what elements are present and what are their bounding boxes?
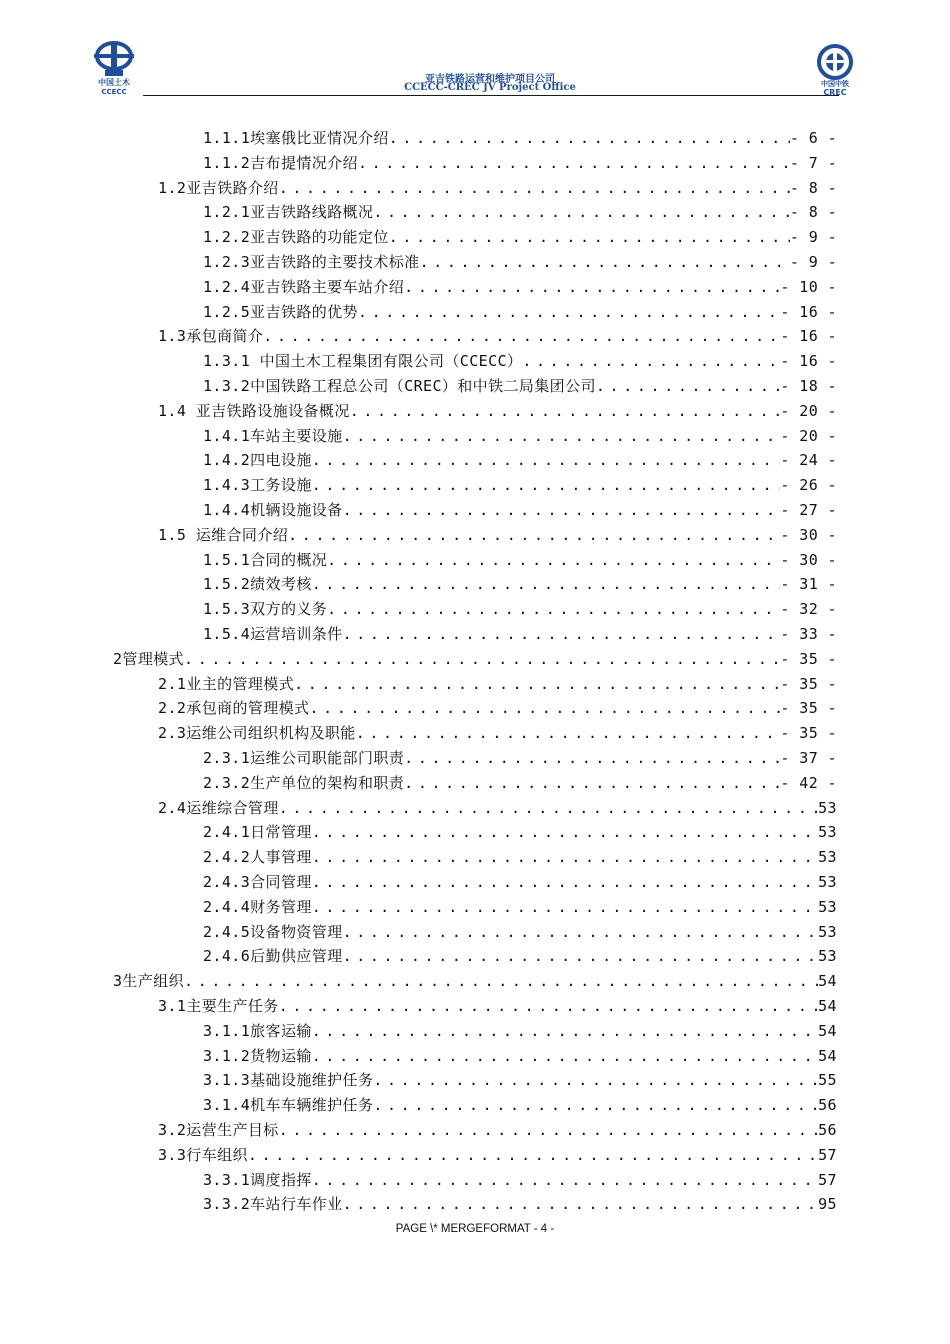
- toc-entry-title: 1.4.1车站主要设施: [203, 426, 343, 445]
- toc-dot-leader: [327, 548, 780, 573]
- toc-entry-title: 3.2运营生产目标: [158, 1121, 279, 1139]
- toc-entry-title: 3生产组织: [113, 972, 185, 991]
- toc-page-number: - 27 -: [780, 501, 837, 519]
- toc-page-number: 53: [818, 823, 837, 842]
- toc-page-number: - 8 -: [789, 203, 837, 222]
- svg-text:中国土木: 中国土木: [98, 78, 130, 87]
- toc-entry[interactable]: [203, 225, 837, 250]
- toc-entry[interactable]: [203, 424, 837, 449]
- toc-entry-title: 1.3承包商简介: [158, 327, 264, 346]
- toc-dot-leader: [404, 275, 780, 300]
- toc-dot-leader: [312, 845, 818, 870]
- toc-page-number: 54: [818, 1046, 837, 1065]
- toc-dot-leader: [327, 597, 780, 622]
- toc-entry-title: 2.3运维公司组织机构及职能: [158, 724, 356, 743]
- toc-entry-title: 1.4.3工务设施: [203, 476, 312, 495]
- toc-entry-title: 1.2.4亚吉铁路主要车站介绍: [203, 277, 405, 296]
- page-footer: PAGE \* MERGEFORMAT - 4 -: [395, 1223, 555, 1235]
- toc-page-number: - 16 -: [780, 327, 837, 346]
- toc-dot-leader: [248, 1143, 818, 1168]
- toc-entry[interactable]: [203, 845, 837, 870]
- toc-page-number: - 9 -: [789, 253, 837, 271]
- toc-entry-title: 1.5 运维合同介绍: [158, 525, 289, 544]
- toc-entry[interactable]: [158, 994, 837, 1019]
- toc-page-number: - 42 -: [780, 773, 837, 792]
- toc-page-number: 56: [818, 1096, 837, 1115]
- toc-entry[interactable]: [203, 572, 837, 597]
- toc-page-number: - 18 -: [780, 377, 837, 395]
- toc-dot-leader: [279, 994, 818, 1019]
- svg-text:CREC: CREC: [823, 88, 847, 96]
- toc-page-number: 53: [818, 922, 837, 941]
- toc-page-number: 54: [818, 972, 837, 991]
- toc-entry[interactable]: [203, 820, 837, 845]
- toc-entry-title: 1.4.4机辆设施设备: [203, 501, 343, 519]
- toc-entry-title: 3.1主要生产任务: [158, 997, 279, 1015]
- toc-entry[interactable]: [203, 944, 837, 969]
- toc-entry-title: 2管理模式: [113, 649, 185, 668]
- toc-entry-title: 1.4 亚吉铁路设施设备概况: [158, 401, 350, 420]
- toc-page-number: - 37 -: [780, 749, 837, 767]
- toc-entry-title: 1.5.3双方的义务: [203, 600, 328, 619]
- toc-entry[interactable]: [203, 746, 837, 771]
- toc-entry-title: 2.4.5设备物资管理: [203, 922, 343, 941]
- toc-entry[interactable]: [203, 1192, 837, 1217]
- toc-entry[interactable]: [203, 548, 837, 573]
- toc-dot-leader: [389, 225, 790, 250]
- toc-dot-leader: [184, 969, 818, 994]
- toc-entry-title: 1.3.2中国铁路工程总公司（CREC）和中铁二局集团公司: [203, 377, 596, 395]
- toc-dot-leader: [404, 746, 780, 771]
- toc-page-number: 53: [818, 947, 837, 966]
- toc-entry[interactable]: [158, 399, 837, 424]
- toc-page-number: 53: [818, 873, 837, 891]
- header-divider: [143, 95, 839, 96]
- page-header: [0, 0, 950, 100]
- toc-entry[interactable]: [158, 1143, 837, 1168]
- toc-entry[interactable]: [203, 895, 837, 920]
- toc-entry[interactable]: [158, 696, 837, 721]
- toc-dot-leader: [343, 498, 781, 523]
- toc-dot-leader: [373, 1093, 818, 1118]
- toc-entry-title: 1.2.5亚吉铁路的优势: [203, 302, 358, 321]
- toc-entry-title: 3.1.3基础设施维护任务: [203, 1071, 374, 1090]
- toc-entry-title: 2.4.1日常管理: [203, 823, 312, 842]
- toc-entry-title: 3.3行车组织: [158, 1145, 248, 1164]
- toc-dot-leader: [522, 349, 780, 374]
- toc-entry[interactable]: [203, 1019, 837, 1044]
- toc-entry[interactable]: [158, 672, 837, 697]
- toc-entry-title: 2.4.2人事管理: [203, 848, 312, 867]
- svg-text:中国中铁: 中国中铁: [821, 80, 849, 88]
- toc-dot-leader: [343, 944, 819, 969]
- toc-entry[interactable]: [203, 622, 837, 647]
- toc-page-number: 54: [818, 997, 837, 1015]
- toc-entry-title: 2.1业主的管理模式: [158, 674, 295, 693]
- toc-entry-title: 2.3.2生产单位的架构和职责: [203, 773, 405, 792]
- toc-page-number: - 31 -: [780, 575, 837, 594]
- toc-dot-leader: [279, 176, 790, 201]
- toc-entry[interactable]: [203, 920, 837, 945]
- toc-entry-title: 1.1.1埃塞俄比亚情况介绍: [203, 129, 389, 147]
- toc-page-number: - 35 -: [780, 699, 837, 718]
- toc-entry-title: 1.2亚吉铁路介绍: [158, 178, 279, 197]
- toc-entry[interactable]: [203, 200, 837, 225]
- toc-entry-title: 1.5.4运营培训条件: [203, 625, 343, 643]
- svg-text:CCECC: CCECC: [101, 88, 127, 96]
- toc-entry[interactable]: [203, 1068, 837, 1093]
- toc-entry[interactable]: [203, 597, 837, 622]
- toc-dot-leader: [279, 1118, 818, 1143]
- toc-entry[interactable]: [158, 176, 837, 201]
- toc-page-number: - 20 -: [780, 401, 837, 420]
- toc-page-number: - 35 -: [780, 649, 837, 668]
- toc-page-number: - 32 -: [780, 600, 837, 619]
- toc-dot-leader: [294, 672, 780, 697]
- toc-entry[interactable]: [203, 275, 837, 300]
- toc-entry[interactable]: [203, 1044, 837, 1069]
- toc-dot-leader: [358, 151, 790, 176]
- toc-dot-leader: [279, 796, 818, 821]
- toc-dot-leader: [312, 1019, 818, 1044]
- toc-entry[interactable]: [203, 349, 837, 374]
- toc-entry[interactable]: [158, 721, 837, 746]
- toc-page-number: 56: [818, 1121, 837, 1139]
- toc-page-number: - 16 -: [780, 352, 837, 371]
- toc-entry[interactable]: [203, 151, 837, 176]
- toc-page-number: - 9 -: [789, 228, 837, 247]
- toc-dot-leader: [343, 622, 781, 647]
- toc-dot-leader: [288, 523, 780, 548]
- toc-entry-title: 2.4.4财务管理: [203, 897, 312, 916]
- toc-entry[interactable]: [203, 126, 837, 151]
- toc-dot-leader: [312, 572, 781, 597]
- toc-entry[interactable]: [158, 523, 837, 548]
- header-company-cn: 亚吉铁路运营和维护项目公司: [425, 74, 555, 85]
- toc-entry-title: 1.5.2绩效考核: [203, 575, 312, 594]
- toc-dot-leader: [358, 300, 780, 325]
- toc-entry-title: 3.1.4机车车辆维护任务: [203, 1096, 374, 1115]
- toc-dot-leader: [404, 771, 780, 796]
- toc-page-number: 53: [818, 897, 837, 916]
- toc-dot-leader: [596, 374, 781, 399]
- toc-entry[interactable]: [203, 498, 837, 523]
- toc-entry[interactable]: [203, 473, 837, 498]
- toc-dot-leader: [373, 1068, 818, 1093]
- toc-page-number: 95: [818, 1195, 837, 1214]
- toc-page-number: 57: [818, 1170, 837, 1189]
- toc-entry[interactable]: [203, 870, 837, 895]
- toc-page-number: - 7 -: [789, 153, 837, 172]
- toc-dot-leader: [356, 721, 781, 746]
- toc-dot-leader: [310, 696, 781, 721]
- toc-page-number: - 33 -: [780, 625, 837, 643]
- toc-entry[interactable]: [113, 969, 837, 994]
- toc-page-number: - 30 -: [780, 550, 837, 569]
- toc-dot-leader: [350, 399, 781, 424]
- toc-page-number: - 8 -: [789, 178, 837, 197]
- toc-entry[interactable]: [203, 448, 837, 473]
- toc-dot-leader: [312, 820, 818, 845]
- toc-page-number: - 16 -: [780, 302, 837, 321]
- toc-page-number: - 35 -: [780, 724, 837, 743]
- toc-entry[interactable]: [203, 250, 837, 275]
- toc-entry-title: 2.4.6后勤供应管理: [203, 947, 343, 966]
- toc-dot-leader: [312, 895, 818, 920]
- toc-entry[interactable]: [203, 374, 837, 399]
- toc-entry-title: 3.1.2货物运输: [203, 1046, 312, 1065]
- toc-entry[interactable]: [203, 1168, 837, 1193]
- toc-page-number: 54: [818, 1021, 837, 1040]
- toc-page-number: 53: [818, 848, 837, 867]
- toc-page-number: - 10 -: [780, 277, 837, 296]
- toc-page-number: - 35 -: [780, 674, 837, 693]
- toc-page-number: - 24 -: [780, 451, 837, 470]
- toc-entry[interactable]: [113, 647, 837, 672]
- toc-dot-leader: [389, 126, 790, 151]
- toc-page-number: - 6 -: [789, 129, 837, 147]
- toc-page-number: - 20 -: [780, 426, 837, 445]
- toc-entry-title: 3.3.1调度指挥: [203, 1170, 312, 1189]
- toc-entry-title: 1.2.2亚吉铁路的功能定位: [203, 228, 389, 247]
- toc-entry-title: 2.2承包商的管理模式: [158, 699, 310, 718]
- toc-dot-leader: [312, 1168, 818, 1193]
- toc-entry[interactable]: [203, 1093, 837, 1118]
- toc-entry[interactable]: [203, 771, 837, 796]
- toc-entry-title: 1.3.1 中国土木工程集团有限公司（CCECC）: [203, 352, 523, 371]
- toc-page-number: - 30 -: [780, 525, 837, 544]
- toc-entry[interactable]: [158, 1118, 837, 1143]
- header-company-en: CCECC-CREC JV Project Office: [404, 82, 576, 93]
- toc-dot-leader: [184, 647, 780, 672]
- toc-entry-title: 2.4.3合同管理: [203, 873, 312, 891]
- toc-dot-leader: [343, 1192, 819, 1217]
- toc-entry[interactable]: [203, 300, 837, 325]
- toc-entry[interactable]: [158, 324, 837, 349]
- toc-dot-leader: [312, 870, 818, 895]
- toc-dot-leader: [312, 1044, 818, 1069]
- toc-dot-leader: [263, 324, 780, 349]
- toc-entry-title: 1.5.1合同的概况: [203, 550, 328, 569]
- toc-entry-title: 2.3.1运维公司职能部门职责: [203, 749, 405, 767]
- toc-entry-title: 1.2.1亚吉铁路线路概况: [203, 203, 374, 222]
- toc-entry-title: 1.4.2四电设施: [203, 451, 312, 470]
- toc-page-number: 57: [818, 1145, 837, 1164]
- toc-entry-title: 3.3.2车站行车作业: [203, 1195, 343, 1214]
- toc-dot-leader: [420, 250, 790, 275]
- toc-entry-title: 1.2.3亚吉铁路的主要技术标准: [203, 253, 420, 271]
- toc-dot-leader: [312, 473, 781, 498]
- toc-dot-leader: [343, 920, 819, 945]
- toc-entry-title: 1.1.2吉布提情况介绍: [203, 153, 358, 172]
- toc-dot-leader: [373, 200, 789, 225]
- toc-dot-leader: [343, 424, 781, 449]
- toc-page-number: - 26 -: [780, 476, 837, 495]
- toc-entry-title: 3.1.1旅客运输: [203, 1021, 312, 1040]
- toc-dot-leader: [312, 448, 781, 473]
- toc-page-number: 55: [818, 1071, 837, 1090]
- toc-entry-title: 2.4运维综合管理: [158, 798, 279, 817]
- toc-page-number: 53: [818, 798, 837, 817]
- toc-entry[interactable]: [158, 796, 837, 821]
